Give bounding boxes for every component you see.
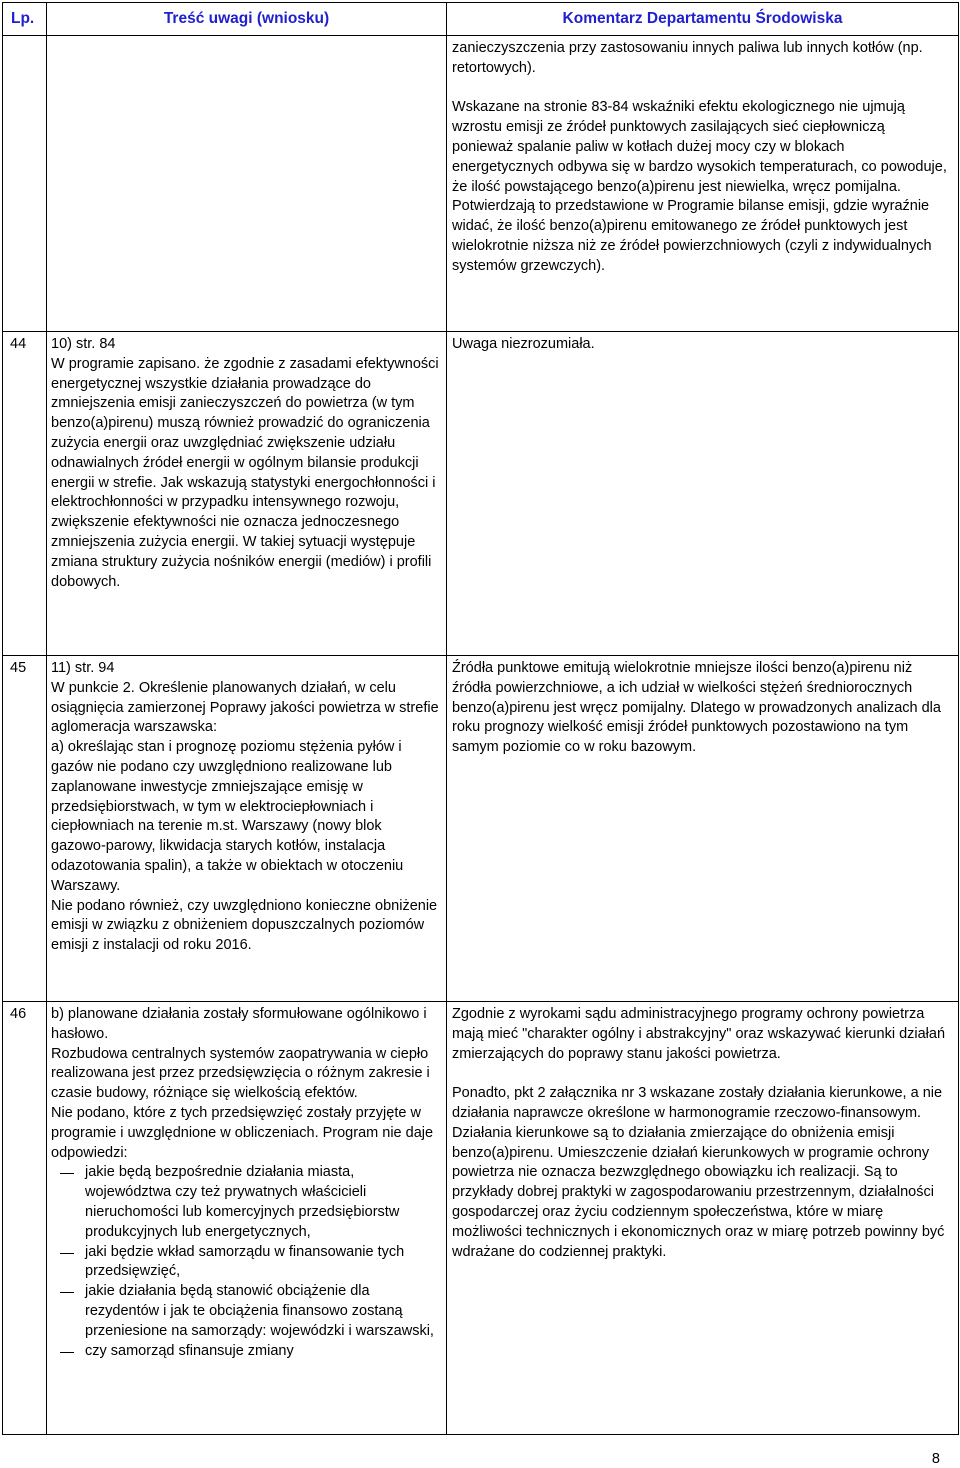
header-tresc: Treść uwagi (wniosku) xyxy=(47,3,447,36)
row-text xyxy=(47,656,447,1002)
list-item: czy samorząd sfinansuje zmiany xyxy=(51,1342,440,1362)
comments-table xyxy=(2,2,959,1435)
text-paragraph: W punkcie 2. Określenie planowanych działań, w celu osiągnięcia zamierzonej Poprawy jakości powietrza w strefie aglomeracja warszawska: xyxy=(51,679,439,736)
row-text xyxy=(47,36,447,332)
dash-bullet xyxy=(60,1352,74,1353)
row-number xyxy=(3,36,47,332)
table-row xyxy=(3,36,959,332)
comment-paragraph: Źródła punktowe emitują wielokrotnie mniejsze ilości benzo(a)pirenu niż źródła powierzchniowe, a ich udział w wielkości stężeń średniorocznych benzo(a)pirenu jest wręcz pomijalny. Dlatego w prowadzonych analizach dla roku prognozy wielkość emisji źródeł punktowych pozostawiono na tym samym poziomie co w roku bazowym. xyxy=(452,660,941,756)
text-paragraph: 11) str. 94 xyxy=(51,660,115,676)
comment-paragraph: Zgodnie z wyrokami sądu administracyjnego programy ochrony powietrza mają mieć "charakter ogólny i abstrakcyjny" oraz wskazywać kierunki działań zmierzających do poprawy stanu jakości powietrza. xyxy=(452,1006,946,1062)
dash-bullet xyxy=(60,1173,74,1174)
text-paragraph: Nie podano również, czy uwzględniono konieczne obniżenie emisji w związku z obniżeniem dopuszczalnych poziomów emisji z instalacji od roku 2016. xyxy=(51,897,438,954)
row-comment xyxy=(447,1002,959,1435)
text-paragraph: b) planowane działania zostały sformułowane ogólnikowo i hasłowo. xyxy=(51,1006,427,1042)
row-number: 46 xyxy=(3,1002,47,1435)
comment-paragraph: Uwaga niezrozumiała. xyxy=(452,336,595,352)
row-text xyxy=(47,332,447,656)
row-text xyxy=(47,1002,447,1435)
row-comment xyxy=(447,36,959,332)
dash-list xyxy=(51,1163,440,1361)
table-row xyxy=(3,332,959,656)
comment-paragraph: Ponadto, pkt 2 załącznika nr 3 wskazane zostały działania kierunkowe, a nie działania naprawcze określone w harmonogramie rzeczowo-finansowym. Działania kierunkowe są to działania zmierzające do obniżenia emisji benzo(a)pirenu. Umieszczenie działań kierunkowych w programie ochrony powietrza nie oznacza bezwzględnego obowiązku ich realizacji. Są to przykłady dobrej praktyki w zagospodarowaniu przestrzennym, działalności gospodarczej oraz życiu codziennym społeczeństwa, które w miarę możliwości technicznych i ekonomicznych oraz w miarę potrzeb powinny być wdrażane do codziennej praktyki. xyxy=(452,1085,945,1260)
text-paragraph: W programie zapisano. że zgodnie z zasadami efektywności energetycznej wszystkie działania prowadzące do zmniejszenia emisji zanieczyszczeń do powietrza (w tym benzo(a)pirenu) muszą również prowadzić do ograniczenia zużycia energii oraz uwzględniać zwiększenie udziału odnawialnych źródeł energii w ogólnym bilansie produkcji energii w strefie. Jak wskazują statystyki energochłonności i elektrochłonności w przypadku intensywnego rozwoju, zwiększenie efektywności nie oznacza jednoczesnego zmniejszenia zużycia energii. W takiej sytuacji występuje zmiana struktury zużycia nośników energii (mediów) i profili dobowych. xyxy=(51,355,439,590)
header-lp: Lp. xyxy=(3,3,47,36)
dash-bullet xyxy=(60,1292,74,1293)
comment-paragraph: zanieczyszczenia przy zastosowaniu innych paliwa lub innych kotłów (np. retortowych). xyxy=(452,40,923,76)
list-item: jakie działania będą stanowić obciążenie dla rezydentów i jak te obciążenia finansowo zostaną przeniesione na samorządy: wojewódzki i warszawski, xyxy=(51,1282,440,1341)
text-paragraph: Nie podano, które z tych przedsięwzięć zostały przyjęte w programie i uwzględnione w obliczeniach. Program nie daje odpowiedzi: xyxy=(51,1104,434,1161)
table-row xyxy=(3,656,959,1002)
table-row xyxy=(3,1002,959,1435)
dash-bullet xyxy=(60,1253,74,1254)
text-paragraph: a) określając stan i prognozę poziomu stężenia pyłów i gazów nie podano czy uwzględniono realizowane lub zaplanowane inwestycje zmniejszające emisję w przedsiębiorstwach, w tym w elektrociepłowniach i ciepłowniach na terenie m.st. Warszawy (nowy blok gazowo-parowy, likwidacja starych kotłów, instalacja odazotowania spalin), a także w obiektach w otoczeniu Warszawy. xyxy=(51,739,404,894)
text-paragraph: Rozbudowa centralnych systemów zaopatrywania w ciepło realizowana jest przez przedsięwzięcia o różnym zakresie i czasie budowy, różniące się wielkością efektów. xyxy=(51,1045,430,1102)
page-number: 8 xyxy=(931,1451,940,1467)
list-item: jaki będzie wkład samorządu w finansowanie tych przedsięwzięć, xyxy=(51,1243,440,1283)
row-number: 44 xyxy=(3,332,47,656)
text-paragraph: 10) str. 84 xyxy=(51,336,116,352)
list-item: jakie będą bezpośrednie działania miasta, województwa czy też prywatnych właścicieli nieruchomości lub komercyjnych przedsiębiorstw produkcyjnych lub energetycznych, xyxy=(51,1163,440,1242)
row-number: 45 xyxy=(3,656,47,1002)
row-comment xyxy=(447,332,959,656)
row-comment xyxy=(447,656,959,1002)
comment-paragraph: Wskazane na stronie 83-84 wskaźniki efektu ekologicznego nie ujmują wzrostu emisji ze źródeł punktowych zasilających sieć ciepłowniczą ponieważ spalanie paliw w kotłach dużej mocy czy w blokach energetycznych odbywa się w bardzo wysokich temperaturach, co powoduje, że ilość powstającego benzo(a)pirenu jest niewielka, wręcz pomijalna. Potwierdzają to przedstawione w Programie bilanse emisji, gdzie wyraźnie widać, że ilość benzo(a)pirenu emitowanego ze źródeł punktowych jest wielokrotnie niższa niż ze źródeł powierzchniowych (czyli z indywidualnych systemów grzewczych). xyxy=(452,99,947,274)
header-row xyxy=(3,3,959,36)
header-komentarz: Komentarz Departamentu Środowiska xyxy=(447,3,959,36)
